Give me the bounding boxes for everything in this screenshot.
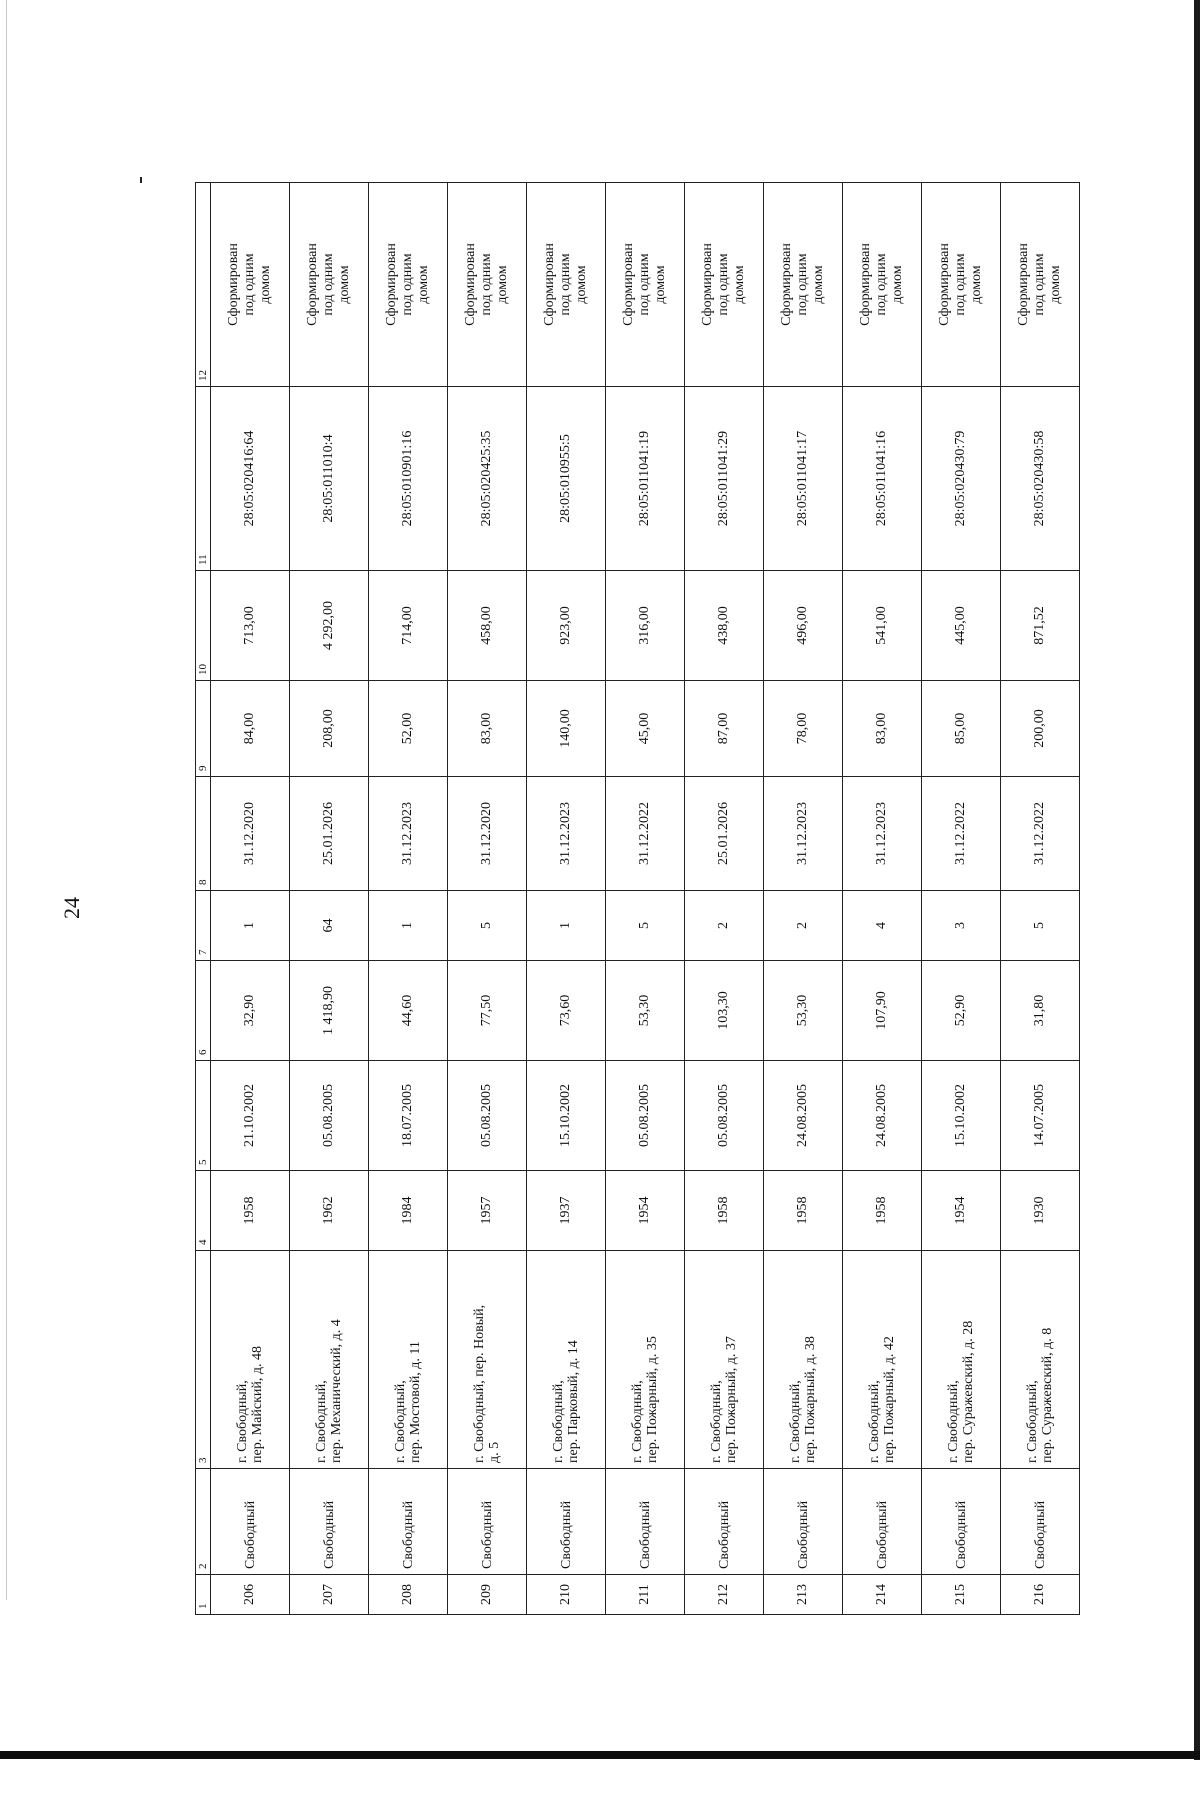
date-cell: 25.01.2026 (290, 777, 369, 891)
year-built-cell: 1954 (606, 1171, 685, 1251)
cadastral-number-cell: 28:05:011041:19 (606, 387, 685, 571)
value-cell: 200,00 (1001, 681, 1080, 777)
settlement-cell: Свободный (922, 1469, 1001, 1575)
count-cell: 5 (1001, 891, 1080, 961)
cadastral-number-cell: 28:05:020430:58 (1001, 387, 1080, 571)
row-number-cell: 216 (1001, 1575, 1080, 1615)
scan-speck (140, 177, 142, 183)
address-cell: г. Свободный, пер. Пожарный, д. 42 (843, 1251, 922, 1469)
value-cell: 871,52 (1001, 571, 1080, 681)
date-cell: 24.08.2005 (764, 1061, 843, 1171)
value-cell: 445,00 (922, 571, 1001, 681)
address-cell: г. Свободный, пер. Механический, д. 4 (290, 1251, 369, 1469)
column-header: 9 (196, 681, 211, 777)
value-cell: 438,00 (685, 571, 764, 681)
settlement-cell: Свободный (764, 1469, 843, 1575)
status-cell: Сформирован под одним домом (527, 183, 606, 387)
status-cell: Сформирован под одним домом (685, 183, 764, 387)
row-number-cell: 211 (606, 1575, 685, 1615)
address-cell: г. Свободный, пер. Суражевский, д. 28 (922, 1251, 1001, 1469)
address-cell: г. Свободный, пер. Парковый, д. 14 (527, 1251, 606, 1469)
status-cell: Сформирован под одним домом (211, 183, 290, 387)
count-cell: 1 (369, 891, 448, 961)
date-cell: 14.07.2005 (1001, 1061, 1080, 1171)
value-cell: 4 292,00 (290, 571, 369, 681)
value-cell: 713,00 (211, 571, 290, 681)
date-cell: 05.08.2005 (685, 1061, 764, 1171)
column-header: 12 (196, 183, 211, 387)
year-built-cell: 1958 (764, 1171, 843, 1251)
row-number-cell: 212 (685, 1575, 764, 1615)
area-cell: 52,90 (922, 961, 1001, 1061)
value-cell: 83,00 (843, 681, 922, 777)
cadastral-number-cell: 28:05:011041:16 (843, 387, 922, 571)
register-table (195, 182, 1080, 1615)
row-number-cell: 215 (922, 1575, 1001, 1615)
area-cell: 73,60 (527, 961, 606, 1061)
count-cell: 5 (448, 891, 527, 961)
value-cell: 87,00 (685, 681, 764, 777)
table-row (211, 183, 290, 1615)
area-cell: 53,30 (764, 961, 843, 1061)
rotated-table-container (195, 183, 1082, 1615)
table-row (685, 183, 764, 1615)
date-cell: 31.12.2023 (843, 777, 922, 891)
count-cell: 1 (527, 891, 606, 961)
value-cell: 923,00 (527, 571, 606, 681)
area-cell: 1 418,90 (290, 961, 369, 1061)
settlement-cell: Свободный (1001, 1469, 1080, 1575)
table-row (1001, 183, 1080, 1615)
count-cell: 2 (764, 891, 843, 961)
column-header: 10 (196, 571, 211, 681)
scan-left-border (6, 0, 7, 1600)
date-cell: 21.10.2002 (211, 1061, 290, 1171)
count-cell: 64 (290, 891, 369, 961)
column-header: 1 (196, 1575, 211, 1615)
date-cell: 31.12.2020 (211, 777, 290, 891)
table-row (369, 183, 448, 1615)
table-row (843, 183, 922, 1615)
table-body (211, 183, 1080, 1615)
date-cell: 25.01.2026 (685, 777, 764, 891)
settlement-cell: Свободный (685, 1469, 764, 1575)
year-built-cell: 1984 (369, 1171, 448, 1251)
count-cell: 5 (606, 891, 685, 961)
column-header: 3 (196, 1251, 211, 1469)
date-cell: 24.08.2005 (843, 1061, 922, 1171)
date-cell: 31.12.2022 (606, 777, 685, 891)
date-cell: 31.12.2020 (448, 777, 527, 891)
row-number-cell: 207 (290, 1575, 369, 1615)
table-row (922, 183, 1001, 1615)
settlement-cell: Свободный (211, 1469, 290, 1575)
date-cell: 31.12.2022 (1001, 777, 1080, 891)
date-cell: 05.08.2005 (606, 1061, 685, 1171)
area-cell: 77,50 (448, 961, 527, 1061)
settlement-cell: Свободный (606, 1469, 685, 1575)
address-cell: г. Свободный, пер. Пожарный, д. 38 (764, 1251, 843, 1469)
cadastral-number-cell: 28:05:020425:35 (448, 387, 527, 571)
table-row (448, 183, 527, 1615)
area-cell: 107,90 (843, 961, 922, 1061)
settlement-cell: Свободный (527, 1469, 606, 1575)
column-header: 5 (196, 1061, 211, 1171)
cadastral-number-cell: 28:05:011010:4 (290, 387, 369, 571)
row-number-cell: 209 (448, 1575, 527, 1615)
count-cell: 1 (211, 891, 290, 961)
value-cell: 496,00 (764, 571, 843, 681)
year-built-cell: 1930 (1001, 1171, 1080, 1251)
cadastral-number-cell: 28:05:010955:5 (527, 387, 606, 571)
table-row (606, 183, 685, 1615)
settlement-cell: Свободный (843, 1469, 922, 1575)
cadastral-number-cell: 28:05:020430:79 (922, 387, 1001, 571)
date-cell: 05.08.2005 (290, 1061, 369, 1171)
column-header: 7 (196, 891, 211, 961)
status-cell: Сформирован под одним домом (843, 183, 922, 387)
value-cell: 140,00 (527, 681, 606, 777)
area-cell: 31,80 (1001, 961, 1080, 1061)
count-cell: 4 (843, 891, 922, 961)
year-built-cell: 1957 (448, 1171, 527, 1251)
date-cell: 31.12.2023 (527, 777, 606, 891)
cadastral-number-cell: 28:05:020416:64 (211, 387, 290, 571)
date-cell: 15.10.2002 (922, 1061, 1001, 1171)
column-header: 4 (196, 1171, 211, 1251)
table-row (527, 183, 606, 1615)
area-cell: 103,30 (685, 961, 764, 1061)
status-cell: Сформирован под одним домом (1001, 183, 1080, 387)
area-cell: 53,30 (606, 961, 685, 1061)
column-header: 6 (196, 961, 211, 1061)
row-number-cell: 214 (843, 1575, 922, 1615)
date-cell: 15.10.2002 (527, 1061, 606, 1171)
area-cell: 32,90 (211, 961, 290, 1061)
date-cell: 31.12.2023 (764, 777, 843, 891)
count-cell: 3 (922, 891, 1001, 961)
cadastral-number-cell: 28:05:011041:29 (685, 387, 764, 571)
count-cell: 2 (685, 891, 764, 961)
value-cell: 45,00 (606, 681, 685, 777)
settlement-cell: Свободный (448, 1469, 527, 1575)
status-cell: Сформирован под одним домом (606, 183, 685, 387)
row-number-cell: 210 (527, 1575, 606, 1615)
date-cell: 18.07.2005 (369, 1061, 448, 1171)
address-cell: г. Свободный, пер. Пожарный, д. 35 (606, 1251, 685, 1469)
year-built-cell: 1958 (843, 1171, 922, 1251)
scan-right-edge (1194, 0, 1200, 1760)
cadastral-number-cell: 28:05:011041:17 (764, 387, 843, 571)
date-cell: 31.12.2022 (922, 777, 1001, 891)
address-cell: г. Свободный, пер. Пожарный, д. 37 (685, 1251, 764, 1469)
value-cell: 78,00 (764, 681, 843, 777)
year-built-cell: 1962 (290, 1171, 369, 1251)
value-cell: 52,00 (369, 681, 448, 777)
column-header: 2 (196, 1469, 211, 1575)
address-cell: г. Свободный, пер. Новый, д. 5 (448, 1251, 527, 1469)
cadastral-number-cell: 28:05:010901:16 (369, 387, 448, 571)
value-cell: 84,00 (211, 681, 290, 777)
settlement-cell: Свободный (369, 1469, 448, 1575)
table-row (764, 183, 843, 1615)
status-cell: Сформирован под одним домом (448, 183, 527, 387)
row-number-cell: 208 (369, 1575, 448, 1615)
address-cell: г. Свободный, пер. Мостовой, д. 11 (369, 1251, 448, 1469)
row-number-cell: 213 (764, 1575, 843, 1615)
date-cell: 05.08.2005 (448, 1061, 527, 1171)
value-cell: 541,00 (843, 571, 922, 681)
value-cell: 83,00 (448, 681, 527, 777)
value-cell: 458,00 (448, 571, 527, 681)
settlement-cell: Свободный (290, 1469, 369, 1575)
address-cell: г. Свободный, пер. Суражевский, д. 8 (1001, 1251, 1080, 1469)
status-cell: Сформирован под одним домом (764, 183, 843, 387)
value-cell: 208,00 (290, 681, 369, 777)
year-built-cell: 1958 (685, 1171, 764, 1251)
page-number: 24 (59, 897, 84, 919)
column-number-header-row (196, 183, 211, 1615)
year-built-cell: 1954 (922, 1171, 1001, 1251)
area-cell: 44,60 (369, 961, 448, 1061)
row-number-cell: 206 (211, 1575, 290, 1615)
status-cell: Сформирован под одним домом (922, 183, 1001, 387)
status-cell: Сформирован под одним домом (290, 183, 369, 387)
scan-bottom-edge (0, 1751, 1200, 1759)
table-row (290, 183, 369, 1615)
value-cell: 714,00 (369, 571, 448, 681)
year-built-cell: 1958 (211, 1171, 290, 1251)
value-cell: 85,00 (922, 681, 1001, 777)
address-cell: г. Свободный, пер. Майский, д. 48 (211, 1251, 290, 1469)
year-built-cell: 1937 (527, 1171, 606, 1251)
date-cell: 31.12.2023 (369, 777, 448, 891)
column-header: 8 (196, 777, 211, 891)
value-cell: 316,00 (606, 571, 685, 681)
status-cell: Сформирован под одним домом (369, 183, 448, 387)
column-header: 11 (196, 387, 211, 571)
